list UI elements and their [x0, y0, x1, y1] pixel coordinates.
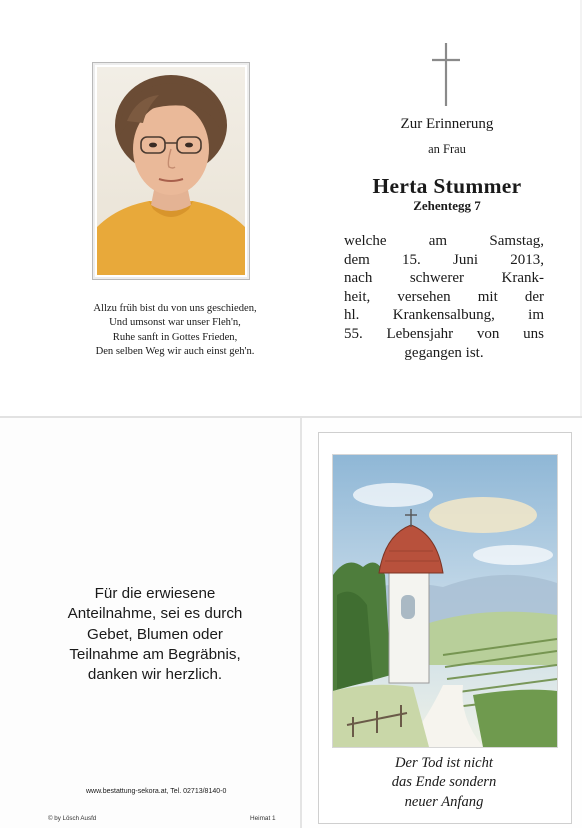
design-reference: Heimat 1 — [250, 815, 276, 822]
obituary-line: gegangen ist. — [404, 344, 484, 361]
intro-line-remembrance: Zur Erinnerung — [400, 116, 494, 132]
motto-line: Der Tod ist nicht — [395, 755, 493, 771]
thanks-line: Teilnahme am Begräbnis, — [69, 645, 241, 663]
cross-icon — [430, 42, 462, 113]
funeral-home-contact: www.bestattung-sekora.at, Tel. 02713/8140-0 — [86, 788, 227, 795]
obituary-line: heit, versehen mit der — [344, 288, 544, 305]
motto-text — [330, 754, 558, 812]
deceased-name: Herta Stummer — [372, 174, 522, 198]
thanks-line: danken wir herzlich. — [87, 666, 223, 684]
obituary-line: welche am Samstag, — [344, 233, 544, 249]
motto-line: neuer Anfang — [404, 793, 484, 810]
thanks-line: Anteilnahme, sei es durch — [67, 605, 243, 623]
obituary-line: nach schwerer Krank- — [344, 270, 544, 287]
memorial-poem — [40, 302, 310, 360]
poem-line: Den selben Weg wir auch einst geh'n. — [95, 346, 255, 358]
obituary-line: 55. Lebensjahr von uns — [344, 325, 544, 342]
obituary-line: hl. Krankensalbung, im — [344, 307, 544, 324]
copyright-notice: © by Lösch Ausfd — [48, 815, 97, 822]
thanks-line: Für die erwiesene — [94, 585, 216, 602]
fold-line-vertical — [300, 418, 302, 828]
poem-line: Ruhe sanft in Gottes Frieden, — [112, 331, 238, 343]
obituary-line: dem 15. Juni 2013, — [344, 251, 544, 268]
intro-line-salutation: an Frau — [428, 142, 466, 156]
watercolor-chapel-illustration — [332, 454, 558, 748]
motto-line: das Ende sondern — [391, 774, 497, 791]
portrait-frame — [92, 62, 250, 280]
poem-line: Und umsonst war unser Fleh'n, — [109, 317, 241, 329]
thanks-line: Gebet, Blumen oder — [87, 625, 223, 643]
poem-line: Allzu früh bist du von uns geschieden, — [93, 303, 257, 314]
thanks-text — [40, 584, 270, 685]
portrait-photo — [97, 67, 245, 275]
obituary-text — [344, 232, 544, 362]
fold-line-horizontal — [0, 416, 582, 418]
deceased-address: Zehentegg 7 — [413, 198, 481, 213]
